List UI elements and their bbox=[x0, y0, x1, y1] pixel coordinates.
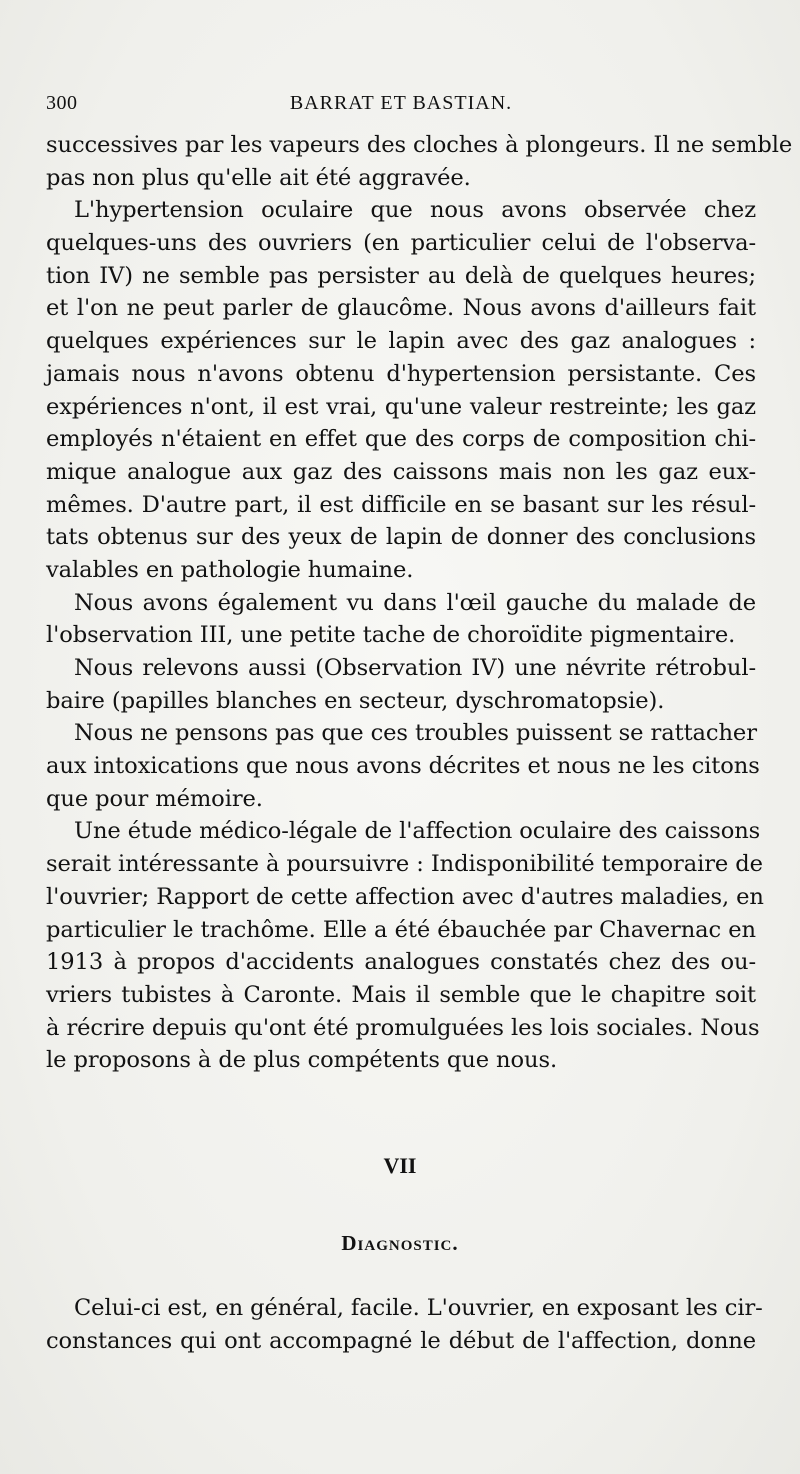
text-line: mêmes. D'autre part, il est difficile en se basant sur les résul- bbox=[46, 491, 756, 518]
text-line: quelques expériences sur le lapin avec des gaz analogues : bbox=[46, 328, 756, 355]
text-line: à récrire depuis qu'ont été promulguées les lois sociales. Nous bbox=[46, 1014, 760, 1041]
text-line: particulier le trachôme. Elle a été ébauchée par Chavernac en bbox=[46, 916, 756, 943]
text-line: baire (papilles blanches en secteur, dyschromatopsie). bbox=[46, 687, 665, 714]
text-line: aux intoxications que nous avons décrites et nous ne les citons bbox=[46, 753, 760, 780]
text-line: serait intéressante à poursuivre : Indisponibilité temporaire de bbox=[46, 851, 763, 878]
text-line: et l'on ne peut parler de glaucôme. Nous avons d'ailleurs fait bbox=[46, 295, 756, 322]
text-line: que pour mémoire. bbox=[46, 785, 263, 812]
text-line: mique analogue aux gaz des caissons mais non les gaz eux- bbox=[46, 458, 756, 485]
text-line: pas non plus qu'elle ait été aggravée. bbox=[46, 164, 471, 191]
text-line: tion IV) ne semble pas persister au delà de quelques heures; bbox=[46, 262, 756, 289]
text-line: jamais nous n'avons obtenu d'hypertension persistante. Ces bbox=[46, 360, 756, 387]
text-line: constances qui ont accompagné le début de l'affection, donne bbox=[46, 1327, 756, 1354]
text-line: Une étude médico-légale de l'affection oculaire des caissons bbox=[74, 818, 761, 845]
text-line: successives par les vapeurs des cloches à plongeurs. Il ne semble bbox=[46, 132, 793, 158]
text-line: l'observation III, une petite tache de choroïdite pigmentaire. bbox=[46, 622, 736, 649]
page-header bbox=[46, 88, 756, 118]
text-line: employés n'étaient en effet que des corps de composition chi- bbox=[46, 426, 756, 453]
text-line: vriers tubistes à Caronte. Mais il semble que le chapitre soit bbox=[46, 981, 756, 1008]
section-body-text bbox=[46, 1292, 763, 1357]
text-line: quelques-uns des ouvriers (en particulier celui de l'observa- bbox=[46, 230, 756, 257]
running-title: BARRAT ET BASTIAN. bbox=[289, 92, 513, 114]
text-line: Nous relevons aussi (Observation IV) une névrite rétrobul- bbox=[74, 655, 756, 681]
text-line: tats obtenus sur des yeux de lapin de donner des conclusions bbox=[46, 524, 756, 551]
body-text bbox=[46, 129, 793, 1077]
text-line: l'ouvrier; Rapport de cette affection avec d'autres maladies, en bbox=[46, 883, 764, 910]
section-title: Diagnostic. bbox=[341, 1231, 459, 1255]
text-line: expériences n'ont, il est vrai, qu'une valeur restreinte; les gaz bbox=[46, 393, 756, 420]
section-number: VII bbox=[383, 1153, 417, 1178]
text-line: 1913 à propos d'accidents analogues constatés chez des ou- bbox=[46, 949, 756, 976]
text-line: Celui-ci est, en général, facile. L'ouvrier, en exposant les cir- bbox=[74, 1295, 763, 1321]
text-line: le proposons à de plus compétents que nous. bbox=[46, 1047, 558, 1074]
text-line: L'hypertension oculaire que nous avons observée chez bbox=[74, 197, 756, 224]
page-number: 300 bbox=[46, 92, 78, 114]
text-line: Nous avons également vu dans l'œil gauche du malade de bbox=[74, 589, 756, 616]
text-line: valables en pathologie humaine. bbox=[46, 556, 414, 583]
text-line: Nous ne pensons pas que ces troubles puissent se rattacher bbox=[74, 720, 757, 747]
